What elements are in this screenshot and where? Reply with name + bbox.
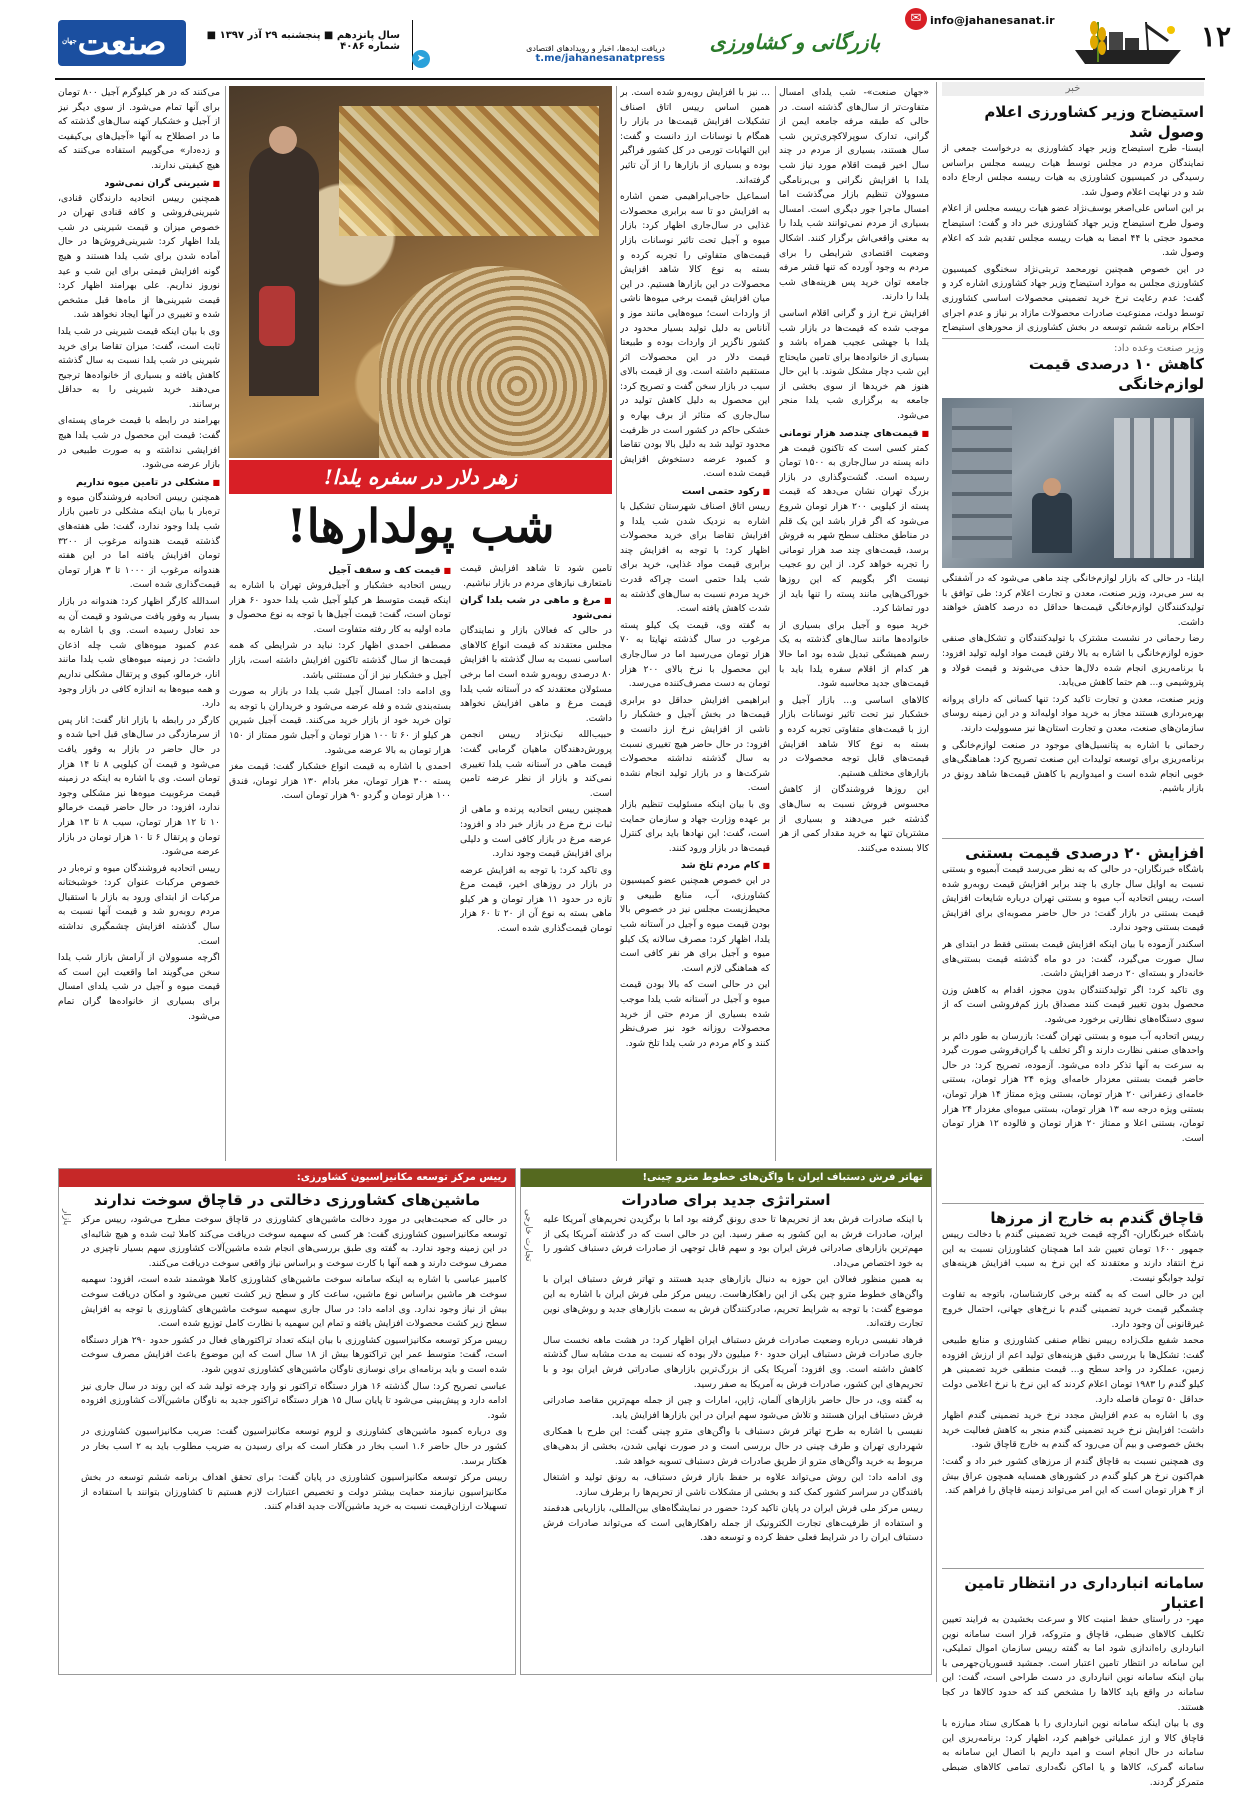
- paragraph: بر این اساس علی‌اصغر یوسف‌نژاد عضو هیات رییسه مجلس از اعلام وصول طرح استیضاح وزیر جهاد کشاورزی خبر داد و گفت: استیضاح محمود حجتی با ۴۴ امضا به هیات رییسه مجلس تقدیم شد که اعلام وصول شد.: [942, 203, 1204, 259]
- paragraph: عباسی تصریح کرد: سال گذشته ۱۶ هزار دستگاه تراکتور نو وارد چرخه تولید شد که این روند در سال جاری نیز ادامه دارد و پیش‌بینی می‌شود تا پایان سال ۱۵ هزار دستگاه تراکتور جدید به ناوگان ماشین‌آلات کشاورزی افزوده شود.: [81, 1380, 507, 1421]
- article-title: افزایش ۲۰ درصدی قیمت بستنی: [965, 844, 1204, 862]
- box-title: استراتژی جدید برای صادرات: [621, 1191, 831, 1209]
- paragraph: ابراهیمی افزایش حداقل دو برابری قیمت‌ها در بخش آجیل و خشکبار را ناشی از افزایش نرخ ارز دانست و افزود: در حال حاضر هیچ تغییری نسبت به سال گذشته نداشته محصولات شرکت‌ها و در بازار تولید انجام نشده است.: [620, 694, 770, 794]
- article-body: [942, 142, 1204, 334]
- header-rule: [55, 78, 1205, 80]
- paragraph: در حالی که فعالان بازار و نمایندگان مجلس معتقدند که قیمت انواع کالاهای اساسی نسبت به سال گذشته با افزایش ۸۰ درصدی روبه‌رو شده است اما برخی مسئولان معتقدند که در آستانه شب یلدا قیمت مرغ و ماهی افزایش نخواهد داشت.: [460, 625, 612, 724]
- subheading: ■ شیرینی گران نمی‌شود: [58, 176, 220, 191]
- paragraph: رییس اتحادیه خشکبار و آجیل‌فروش تهران با اشاره به اینکه قیمت متوسط هر کیلو آجیل شب یلدا حدود ۶۰ هزار تومان است، گفت: قیمت آجیل‌ها با توجه به نوع محصول و ماده اولیه به کار رفته متفاوت است.: [229, 580, 451, 635]
- paragraph: محمد شفیع ملک‌زاده رییس نظام صنفی کشاورزی و منابع طبیعی گفت: تشکل‌ها با بررسی دقیق هزینه‌های تولید اعم از ارزش افزوده زمین، عملکرد در واحد سطح و... قیمت منطقی خرید تضمینی هر کیلو گندم را ۱۹۸۳ تومان اعلام کردند که این نرخ با نرخ اعلامی دولت حداقل ۵۰ تومان فاصله دارد.: [942, 1335, 1204, 1405]
- box-tab: بازار: [61, 1209, 71, 1226]
- paragraph: کمتر کسی است که تاکنون قیمت هر دانه پسته در سال‌جاری به ۱۵۰۰ تومان رسیده است. گشت‌وگذاری در بازار بزرگ تهران نشان می‌دهد که قیمت پسته از کیلویی ۲۰۰ هزار تومان شروع می‌شود که اگر قرار باشد این یک قلم در مناطق مختلف سطح شهر به فروش برسد، قیمت‌های چند صد هزار تومانی را تجربه خواهد کرد. از این رو عجیب نیست اگر بگوییم که این روزها خوراکی‌هایی مانند پسته را تنها باید از دور تماشا کرد.: [779, 442, 929, 615]
- paragraph: کامبیز عباسی با اشاره به اینکه سامانه سوخت ماشین‌های کشاورزی کاملا هوشمند شده است، افزود: سهمیه سوخت هر ماشین براساس نوع ماشین، ساعت کار و سطح زیر کشت تعیین می‌شود و امکان دریافت سوخت بیش از نیاز وجود ندارد. وی ادامه داد: در سال جاری سهمیه سوخت ماشین‌های کشاورزی با توجه به افزایش سطح زیر کشت محصولات افزایش یافته و تمام این سهمیه با نظارت کامل توزیع شده است.: [81, 1274, 507, 1330]
- paragraph: فرهاد نفیسی درباره وضعیت صادرات فرش دستباف ایران اظهار کرد: در هشت ماهه نخست سال جاری صادرات فرش دستباف ایران حدود ۶۰ میلیون دلار بوده که نسبت به مدت مشابه سال گذشته کاهش داشته است. وی افزود: آمریکا یکی از بزرگ‌ترین بازارهای صادراتی فرش ایران بود و با تحریم‌های این کشور، صادرات فرش به آمریکا به صفر رسید.: [543, 1334, 923, 1390]
- paragraph: وی ادامه داد: امسال آجیل شب یلدا در بازار به صورت بسته‌بندی شده و فله عرضه می‌شود و خریداران با توجه به توان خرید خود از بازار خرید می‌کنند. قیمت آجیل شیرین هر کیلو از ۶۰ تا ۱۰۰ هزار تومان و آجیل شور ممتاز از ۱۵۰ هزار تومان به بالا عرضه می‌شود.: [229, 686, 451, 756]
- paragraph: در حالی که صحبت‌هایی در مورد دخالت ماشین‌های کشاورزی در قاچاق سوخت مطرح می‌شود، رییس مرکز توسعه مکانیزاسیون کشاورزی گفت: هر کسی که سهمیه سوخت دریافت می‌کند کاملا ثبت شده و هیچ شائبه‌ای در این زمینه وجود ندارد. به گفته وی طبق بررسی‌های انجام شده ماشین‌آلات کشاورزی سهم بسیار ناچیزی در مصرف سوخت دارند و همه آنها با کارت سوخت و براساس نیاز واقعی سوخت دریافت می‌کنند.: [81, 1214, 507, 1269]
- news-label: خبر: [942, 82, 1204, 96]
- feature-column-1: [779, 86, 929, 1161]
- paragraph: رییس اتحادیه فروشندگان میوه و تره‌بار در خصوص مرکبات عنوان کرد: خوشبختانه مرکبات از ابتدای ورود به بازار با استقبال مردم روبه‌رو شد و قیمت آنها نسبت به سال گذشته افزایش چشمگیری نداشته است.: [58, 862, 220, 947]
- paragraph: باشگاه خبرنگاران- اگرچه قیمت خرید تضمینی گندم با دخالت رییس جمهور ۱۶۰۰ تومان تعیین شد اما همچنان کشاورزان نسبت به این نرخ انتقاد دارند و معتقدند که این نرخ به سبب افزایش هزینه‌های تولید جوابگو نیست.: [942, 1229, 1204, 1284]
- paragraph: با اینکه صادرات فرش بعد از تحریم‌ها تا حدی رونق گرفته بود اما با برگزیدن تحریم‌های آمریکا علیه ایران، صادرات فرش به این کشور به صفر رسید. این در حالی است که در گذشته آمریکا یکی از مهم‌ترین بازارهای صادراتی فرش ایران بود و سهم قابل توجهی از صادرات فرش دستباف کشور را به خود اختصاص می‌داد.: [543, 1214, 923, 1269]
- paragraph: ایسنا- طرح استیضاح وزیر جهاد کشاورزی به درخواست جمعی از نمایندگان مردم در مجلس توسط هیات رییسه مجلس براساس رسیدگی در کمیسیون کشاورزی به هیات رییسه مجلس ارجاع داده شد و در نهایت اعلام وصول شد.: [942, 143, 1204, 198]
- paragraph: اسدالله کارگر اظهار کرد: هندوانه در بازار بسیار به وفور یافت می‌شود و قیمت آن به حد تعادل رسیده است. وی با اشاره به عدم کمبود میوه‌های شب چله اذعان داشت: در زمینه میوه‌های شب یلدا مانند انار، خرمالو، کیوی و پرتقال مشکلی نداریم و همه میوه‌ها به اندازه کافی در بازار وجود دارد.: [58, 596, 220, 710]
- paragraph: وزیر صنعت، معدن و تجارت تاکید کرد: تنها کسانی که دارای پروانه بهره‌برداری هستند مجاز به خرید مواد اولیه‌اند و در این زمینه روسای سازمان‌های صنعت، معدن و تجارت استان‌ها نیز مسوولیت دارند.: [942, 693, 1204, 734]
- article-appliance-prices: [942, 343, 1204, 834]
- paragraph: وی با بیان اینکه مسئولیت تنظیم بازار بر عهده وزارت جهاد و سازمان حمایت است، گفت: این نهادها باید برای کنترل قیمت‌ها در بازار ورود کنند.: [620, 798, 770, 854]
- paragraph: مصطفی احمدی اظهار کرد: نباید در شرایطی که همه قیمت‌ها از سال گذشته تاکنون افزایش داشته است، بازار آجیل و خشکبار نیز از آن مستثنی باشد.: [229, 640, 451, 681]
- feature-column-4: [229, 562, 451, 1162]
- paragraph: وی با بیان اینکه سامانه نوین انبارداری را با همکاری ستاد مبارزه با قاچاق کالا و ارز عملیاتی خواهیم کرد، اظهار کرد: برنامه‌ریزی این سامانه در حال انجام است و امید داریم با اتصال این سامانه به سامانه گمرک، کالاها و یا اماکن نگه‌داری تمامی کالاهای ضبطی متمرکز گردند.: [942, 1718, 1204, 1788]
- feature-headline: شب پولدارها!: [286, 499, 555, 553]
- paragraph: در این خصوص همچنین نورمحمد تربتی‌نژاد سخنگوی کمیسیون کشاورزی مجلس به موارد استیضاح وزیر جهاد کشاورزی اشاره کرد و گفت: عدم رعایت نرخ خرید تضمینی محصولات اساسی کشاورزی توسط دولت، ممنوعیت صادرات محصولات مازاد بر نیاز و عدم اجرای احکام برنامه ششم توسعه در بخش کشاورزی از محورهای استیضاح: [942, 263, 1204, 334]
- box-tab: تجارت خارجی: [523, 1209, 533, 1262]
- telegram-link[interactable]: t.me/jahanesanatpress: [535, 53, 665, 64]
- feature-column-2: [620, 86, 770, 1161]
- section-title: بازرگانی و کشاورزی: [709, 30, 881, 54]
- paragraph: به همین منظور فعالان این حوزه به دنبال بازارهای جدید هستند و تهاتر فرش دستباف ایران با واگن‌های خطوط مترو چین یکی از این راهکارهاست. رییس مرکز ملی فرش ایران با اشاره به این موضوع گفت: با توجه به شرایط تحریم، صادرکنندگان فرش به سمت بازارهای جدید و روش‌های نوین تجارت رفته‌اند.: [543, 1274, 923, 1330]
- divider: [942, 1568, 1204, 1569]
- paragraph: وی تاکید کرد: با توجه به افزایش عرضه در بازار در روزهای اخیر، قیمت مرغ تازه در حدود ۱۱ هزار تومان و هر کیلو ماهی بسته به نوع آن از ۲۰ تا ۶۰ هزار تومان قیمت‌گذاری شده است.: [460, 864, 612, 935]
- telegram-info: [420, 44, 665, 64]
- article-impeachment: [942, 102, 1204, 334]
- paragraph: باشگاه خبرنگاران- در حالی که به نظر می‌رسد قیمت آبمیوه و بستنی نسبت به اوایل سال جاری با چند برابر افزایش قیمت روبه‌رو شده است، رییس اتحادیه آب میوه و بستنی تهران درباره شایعات افزایش قیمت بستنی در بازار گفت: در حال حاضر مصوبه‌ای برای افزایش قیمت بستنی وجود ندارد.: [942, 864, 1204, 934]
- article-body: [942, 863, 1204, 1199]
- column-separator: [616, 86, 617, 1161]
- paragraph: رییس مرکز توسعه مکانیزاسیون کشاورزی در پایان گفت: برای تحقق اهداف برنامه ششم توسعه در بخش مکانیزاسیون نیازمند حمایت بیشتر دولت و تخصیص اعتبارات لازم هستیم تا کشاورزان بتوانند با استفاده از تسهیلات ارزان‌قیمت نسبت به خرید ماشین‌آلات جدید اقدام کنند.: [81, 1472, 507, 1513]
- article-wheat-smuggling: [942, 1208, 1204, 1564]
- email-address[interactable]: info@jahanesanat.ir: [930, 14, 1055, 27]
- nuts-market-photo: [229, 86, 612, 458]
- paragraph: همچنین رییس اتحادیه دارندگان قنادی، شیرینی‌فروشی و کافه قنادی تهران در خصوص میزان و قیمت شیرینی در شب یلدا اظهار کرد: شیرینی‌فروش‌ها در حال آماده شدن برای شب یلدا هستند و هیچ گونه افزایش قیمتی برای این شب و عید نوروز نداریم. علی بهرامند اظهار کرد: قیمت شیرینی‌ها از ماه‌ها قبل مشخص شده و تغییری در آنها ایجاد نخواهد شد.: [58, 192, 220, 321]
- subheading: ■ مرغ و ماهی در شب یلدا گران نمی‌شود: [460, 593, 612, 623]
- paragraph: رییس اتاق اصناف شهرستان تشکیل با اشاره به نزدیک شدن شب یلدا و افزایش تقاضا برای خرید محصولات اظهار کرد: با توجه به افزایش چند برابری قیمت مواد غذایی، خرید برای شب یلدا حتمی است چراکه قدرت خرید مردم نسبت به سال‌های گذشته به شدت کاهش یافته است.: [620, 501, 770, 615]
- article-kicker: وزیر صنعت وعده داد:: [1114, 343, 1204, 354]
- masthead: [0, 0, 1253, 80]
- paragraph: خرید میوه و آجیل برای بسیاری از خانواده‌ها مانند سال‌های گذشته به یک رسم همیشگی تبدیل شده بود اما حالا هر کدام از اقلام سفره یلدا باید با قیمت‌های جدید محاسبه شود.: [779, 619, 929, 690]
- wheat-icon: [1083, 14, 1113, 64]
- divider: [942, 1203, 1204, 1204]
- box-body: [543, 1213, 923, 1653]
- article-title: سامانه انبارداری در انتظار تامین اعتبار: [964, 1574, 1204, 1612]
- paragraph: کالاهای اساسی و... بازار آجیل و خشکبار نیز تحت تاثیر نوسانات بازار ارز با قیمت‌های متفاوتی تجربه کرده و بسته به نوع کالا شاهد افزایش قیمت‌های قابل توجه محصولات در بازارهای مختلف هستیم.: [779, 694, 929, 779]
- paragraph: بهرامند در رابطه با قیمت خرمای پسته‌ای گفت: قیمت این محصول در شب یلدا هیچ افزایشی نداشته و به صورت طبیعی در بازار عرضه می‌شود.: [58, 415, 220, 471]
- paragraph: می‌کنند که در هر کیلوگرم آجیل ۸۰۰ تومان برای آنها تمام می‌شود. از سوی دیگر نیز از آجیل و خشکبار کهنه سال‌های گذشته که ما در اصطلاح به آنها «آجیل‌های بی‌کیفیت و زده‌دار» می‌گوییم استفاده می‌کنند که هیچ کیفیتی ندارند.: [58, 87, 220, 171]
- bottom-box-carpet: [520, 1168, 932, 1675]
- mail-icon: ✉: [905, 8, 927, 30]
- article-body: [942, 1613, 1204, 1793]
- logo-text: صنعت: [77, 23, 167, 63]
- paragraph: به گفته وی، در حال حاضر بازارهای آلمان، ژاپن، امارات و چین از جمله مهم‌ترین مقاصد صادراتی فرش دستباف ایران هستند و تلاش می‌شود سهم ایران در این بازارها افزایش یابد.: [543, 1395, 923, 1421]
- paragraph: وی درباره کمبود ماشین‌های کشاورزی و لزوم توسعه مکانیزاسیون گفت: ضریب مکانیزاسیون کشاورزی در کشور در حال حاضر ۱.۶ اسب بخار در هکتار است که برای رسیدن به ضریب مطلوب باید به ۲ اسب بخار در هکتار برسد.: [81, 1426, 507, 1467]
- article-icecream: [942, 843, 1204, 1199]
- paragraph: این روزها فروشندگان از کاهش محسوس فروش نسبت به سال‌های گذشته خبر می‌دهند و بسیاری از مشتریان تنها به خرید مقدار کمی از هر کالا بسنده می‌کنند.: [779, 784, 929, 854]
- feature-column-3: [460, 562, 612, 1162]
- divider: [942, 338, 1204, 339]
- paragraph: وی همچنین نسبت به قاچاق گندم از مرزهای کشور خبر داد و گفت: هم‌اکنون نرخ هر کیلو گندم در کشورهای همسایه همچون عراق بیش از ۴ هزار تومان است که این امر می‌تواند زمینه قاچاق را فراهم کند.: [942, 1455, 1204, 1497]
- feature-banner: زهر دلار در سفره یلدا!: [229, 460, 612, 494]
- appliance-store-photo: [942, 398, 1204, 568]
- paragraph: وی تاکید کرد: اگر تولیدکنندگان بدون مجوز، اقدام به کاهش وزن محصول بدون تغییر قیمت کنند مصداق بارز کم‌فروشی است که از سوی دستگاه‌های نظارتی برخورد می‌شود.: [942, 984, 1204, 1025]
- paragraph: نفیسی با اشاره به طرح تهاتر فرش دستباف با واگن‌های مترو چینی گفت: این طرح با همکاری شهرداری تهران و طرف چینی در حال بررسی است و در صورت نهایی شدن، بخشی از بدهی‌های مربوط به خرید واگن‌های مترو از طریق صادرات فرش دستباف تسویه خواهد شد.: [543, 1426, 923, 1467]
- paragraph: ایلنا- در حالی که بازار لوازم‌خانگی چند ماهی می‌شود که در آشفتگی به سر می‌برد، وزیر صنعت، معدن و تجارت اعلام کرد: طی توافق با تولیدکنندگان لوازم‌خانگی قیمت‌ها حداقل ده درصد کاهش خواهند داشت.: [942, 573, 1204, 628]
- paragraph: ... نیز با افزایش روبه‌رو شده است. بر همین اساس رییس اتاق اصناف تشکیلات افزایش قیمت‌ها در بازار را همگام با نوسانات ارز دانست و گفت: این التهابات تورمی در کل کشور فراگیر بوده و بسیاری از بازارها را از آن تاثیر گرفته‌اند.: [620, 87, 770, 186]
- logo-subtext: جهان: [62, 36, 77, 45]
- subheading: ■ مشکلی در تامین میوه نداریم: [58, 475, 220, 490]
- paragraph: در این خصوص همچنین عضو کمیسیون کشاورزی، آب، منابع طبیعی و محیط‌زیست مجلس نیز در خصوص بالا بودن قیمت میوه و آجیل در آستانه شب یلدا، اظهار کرد: مصرف سالانه یک کیلو میوه و آجیل برای هر نفر کافی است که هماهنگی لازم است.: [620, 875, 770, 974]
- paragraph: اسماعیل حاجی‌ابراهیمی ضمن اشاره به افزایش دو تا سه برابری محصولات غذایی در سال‌جاری اظهار کرد: بازار میوه و آجیل تحت تاثیر نوسانات بازار قیمت‌های متفاوتی را تجربه کرده و بسته به نوع کالا شاهد افزایش محصولات در این بازارها هستیم. در این میان افزایش قیمت برخی میوه‌ها ناشی از واردات است؛ میوه‌هایی مانند موز و آناناس به دلیل تولید بسیار محدود در کشور ناگزیر از واردات بوده و طبیعتا قیمت دلار در این محصولات اثر مستقیم داشته است. وی از قیمت بالای سیب در بازار سخن گفت و تصریح کرد: این محصول به دلیل کاهش تولید در سال‌جاری که متاثر از برف بهاره و خشکی حاکم در کشور است در ظرفیت محدود تولید شد به دلیل بالا بودن تقاضا و کمبود عرضه دستخوش افزایش قیمت شده است.: [620, 191, 770, 480]
- box-title: ماشین‌های کشاورزی دخالتی در قاچاق سوخت ندارند: [93, 1191, 481, 1209]
- box-header: تهاتر فرش دستباف ایران با واگن‌های خطوط مترو چینی!: [521, 1169, 931, 1187]
- paragraph: رییس مرکز ملی فرش ایران در پایان تاکید کرد: حضور در نمایشگاه‌های بین‌المللی، بازاریابی هدفمند و استفاده از ظرفیت‌های تجارت الکترونیک از جمله راهکارهایی است که می‌تواند صادرات فرش دستباف ایران را در شرایط فعلی حفظ کرده و توسعه دهد.: [543, 1503, 923, 1544]
- newspaper-logo[interactable]: [58, 20, 186, 66]
- paragraph: «جهان صنعت»- شب یلدای امسال متفاوت‌تر از سال‌های گذشته است. در حالی که طبقه مرفه جامعه ایمن از گرانی، تدارک سوپرلاکچری‌ترین شب سال هستند، بسیاری از مردم در چند سال اخیر قیمت اقلام مورد نیاز شب یلدا با افزایش نگرانی و بی‌برنامگی مسوولان تنظیم بازار می‌گذشت اما امسال ماجرا جور دیگری است. امسال بسیاری از مردم نمی‌توانند شب یلدا را به معنی واقعی‌اش برگزار کنند. اشکال وضعیت اقتصادی شرایطی را برای مردم به وجود آورده که تنها قشر مرفه جامعه توان خرید پس هزینه‌های شب یلدا را دارند.: [779, 87, 929, 303]
- article-warehouse-system: [942, 1573, 1204, 1793]
- paragraph: افزایش نرخ ارز و گرانی اقلام اساسی موجب شده که قیمت‌ها در بازار شب یلدا با جهشی عجیب همراه باشد و بسیاری از خانواده‌ها برای تامین مایحتاج این شب دچار مشکل شوند. با این حال هنوز هم خریدها از سوی بخشی از جامعه به برگزاری شب یلدا منجر می‌شود.: [779, 307, 929, 422]
- paragraph: وی با اشاره به عدم افزایش مجدد نرخ خرید تضمینی گندم اظهار داشت: افزایش نرخ خرید تضمینی گندم منجر به کاهش فعالیت خرید بخش خصوصی و بیم آن می‌رود که گندم به خارج قاچاق شود.: [942, 1410, 1204, 1451]
- paragraph: اسکندر آزموده با بیان اینکه افزایش قیمت بستنی فقط در ابتدای هر سال صورت می‌گیرد، گفت: در دو ماه گذشته قیمت بستنی‌های خانه‌دار و بسته‌ای ۲۰ درصد افزایش داشت.: [942, 938, 1204, 980]
- paragraph: رضا رحمانی در نشست مشترک با تولیدکنندگان و تشکل‌های صنفی حوزه لوازم‌خانگی با اشاره به بالا رفتن قیمت مواد اولیه تولید افزود: با برنامه‌ریزی انجام شده دلال‌ها حذف می‌شوند و قیمت فولاد و پتروشیمی و... هم حتما کاهش می‌یابد.: [942, 633, 1204, 689]
- box-header: رییس مرکز توسعه مکانیزاسیون کشاورزی:: [59, 1169, 515, 1187]
- article-title: قاچاق گندم به خارج از مرزها: [990, 1209, 1204, 1227]
- box-body: [81, 1213, 507, 1653]
- paragraph: رحمانی با اشاره به پتانسیل‌های موجود در صنعت لوازم‌خانگی و برنامه‌ریزی برای توسعه تولیدات این صنعت تصریح کرد: هماهنگی‌های خوبی انجام شده است و امیدواریم با کاهش قیمت‌ها شاهد رونق در بازار باشیم.: [942, 739, 1204, 795]
- paragraph: همچنین رییس اتحادیه پرنده و ماهی از ثبات نرخ مرغ در بازار خبر داد و افزود: عرضه مرغ در بازار کافی است و دلیلی برای افزایش قیمت وجود ندارد.: [460, 804, 612, 860]
- paragraph: این در حالی است که به گفته برخی کارشناسان، باتوجه به تفاوت چشمگیر قیمت خرید تضمینی گندم با نرخ‌های جهانی، احتمال خروج غیرقانونی آن وجود دارد.: [942, 1289, 1204, 1330]
- paragraph: رییس اتحادیه آب میوه و بستنی تهران گفت: بازرسان به طور دائم بر واحدهای صنفی نظارت دارند و اگر تخلف یا گران‌فروشی صورت گیرد به سرعت به آنها تذکر داده می‌شود. آزموده، تصریح کرد: در حال حاضر قیمت بستنی معزدار خامه‌ای ویژه ۲۴ هزار تومان، بستنی خامه‌ای زعفرانی ۲۰ هزار تومان، بستنی ویژه ممتاز ۱۴ هزار تومان، بستنی ویژه درجه سه ۱۳ هزار تومان، بستنی میوه‌ای مغزدار ۲۴ هزار تومان، بستنی اعلا و ممتاز ۲۰ هزار تومان و فالوده ۱۲ هزار تومان است.: [942, 1030, 1204, 1144]
- subheading: ■ کام مردم تلخ شد: [620, 858, 770, 873]
- column-separator: [775, 86, 776, 1161]
- paragraph: رییس مرکز توسعه مکانیزاسیون کشاورزی با بیان اینکه تعداد تراکتورهای فعال در کشور حدود ۲۹۰ هزار دستگاه است، گفت: متوسط عمر این تراکتورها بیش از ۱۸ سال است که این موضوع باعث افزایش مصرف سوخت شده است و باید برنامه‌ای برای نوسازی ناوگان ماشین‌های کشاورزی تدوین شود.: [81, 1334, 507, 1375]
- article-title: استیضاح وزیر کشاورزی اعلام وصول شد: [984, 103, 1204, 141]
- issue-line: سال پانزدهم ■ پنجشنبه ۲۹ آذر ۱۳۹۷ ■ شماره ۴۰۸۶: [206, 30, 400, 52]
- paragraph: اگرچه مسوولان از آرامش بازار شب یلدا سخن می‌گویند اما واقعیت این است که قیمت میوه و آجیل در شب یلدای امسال برای بسیاری از خانواده‌ها گران تمام می‌شود.: [58, 952, 220, 1022]
- paragraph: این در حالی است که بالا بودن قیمت میوه و آجیل در آستانه شب یلدا موجب شده بسیاری از مردم حتی از خرید محصولات روزانه خود نیز صرف‌نظر کنند و کام مردم در شب یلدا تلخ شود.: [620, 979, 770, 1049]
- subheading: ■ رکود حتمی است: [620, 484, 770, 499]
- column-separator: [936, 82, 937, 1682]
- article-body: [942, 572, 1204, 834]
- bottom-box-machinery: [58, 1168, 516, 1675]
- paragraph: مهر- در راستای حفظ امنیت کالا و سرعت بخشیدن به فرایند تعیین تکلیف کالاهای ضبطی، قاچاق و متروکه، قرار است سامانه نوین انبارداری راه‌اندازی شود اما به گفته رییس سازمان اموال تملیکی، این سامانه در انتظار تامین اعتبار است. جمشید قسوریان‌جهرمی با بیان اینکه سامانه نوین انبارداری در دست طراحی است، گفت: این سامانه در واقع باید کالاها را مشخص کند که حدود کالاها در کجا هستند.: [942, 1614, 1204, 1713]
- right-column: [942, 82, 1204, 1788]
- column-separator: [225, 86, 226, 1161]
- article-body: [942, 1228, 1204, 1564]
- paragraph: به گفته وی، قیمت یک کیلو پسته مرغوب در سال گذشته نهایتا به ۷۰ هزار تومان می‌رسید اما در سال‌جاری این محصول با نرخ بالای ۲۰۰ هزار تومان به دست مصرف‌کننده می‌رسد.: [620, 619, 770, 690]
- divider: [942, 838, 1204, 839]
- subheading: ■ قیمت‌های چندصد هزار تومانی: [779, 426, 929, 441]
- telegram-icon[interactable]: ➤: [412, 50, 430, 68]
- feature-column-5: [58, 86, 220, 1161]
- page-number: ۱۲: [1200, 20, 1231, 53]
- article-title: کاهش ۱۰ درصدی قیمت لوازم‌خانگی: [1028, 355, 1204, 393]
- paragraph: احمدی با اشاره به قیمت انواع خشکبار گفت: قیمت مغز پسته ۳۰۰ هزار تومان، مغز بادام ۱۳۰ هزار تومان، فندق ۱۰۰ هزار تومان و گردو ۹۰ هزار تومان است.: [229, 761, 451, 802]
- paragraph: حبیب‌الله نیک‌نژاد رییس انجمن پرورش‌دهندگان ماهیان گرمابی گفت: قیمت ماهی در آستانه شب یلدا تغییری نمی‌کند و بازار از نظر عرضه تامین است.: [460, 729, 612, 799]
- paragraph: تامین شود تا شاهد افزایش قیمت نامتعارف نیازهای مردم در بازار نباشیم.: [460, 563, 612, 589]
- paragraph: وی ادامه داد: این روش می‌تواند علاوه بر حفظ بازار فرش دستباف، به رونق تولید و اشتغال بافندگان در سراسر کشور کمک کند و بخشی از مشکلات ناشی از تحریم‌ها را برطرف سازد.: [543, 1472, 923, 1498]
- paragraph: همچنین رییس اتحادیه فروشندگان میوه و تره‌بار با بیان اینکه مشکلی در تامین بازار شب یلدا وجود ندارد، گفت: طی هفته‌های گذشته قیمت هندوانه مرغوب از ۳۲۰۰ تومان افزایش یافته اما در این هفته هندوانه مرغوب از ۱۰۰۰ تا ۳ هزار تومان قیمت‌گذاری شده است.: [58, 491, 220, 591]
- telegram-text: دریافت ایده‌ها، اخبار و رویدادهای اقتصادی: [526, 44, 665, 53]
- paragraph: وی با بیان اینکه قیمت شیرینی در شب یلدا ثابت است، گفت: میزان تقاضا برای خرید شیرینی در شب یلدا نسبت به سال گذشته کاهش یافته و بسیاری از خانواده‌ها ترجیح می‌دهند خرید شیرینی را به حداقل برسانند.: [58, 325, 220, 410]
- subheading: ■ قیمت کف و سقف آجیل: [229, 563, 451, 578]
- paragraph: کارگر در رابطه با بازار انار گفت: انار پس از سرمازدگی در سال‌های قبل احیا شده و در حال حاضر در بازار به وفور یافت می‌شود و قیمت آن کیلویی ۸ تا ۱۴ هزار تومان است. وی با اشاره به اینکه در زمینه قیمت مرغوبیت میوه‌ها نیز مشکلی وجود ندارد، افزود: در حال حاضر قیمت خرمالو ۱۰ تا ۱۲ هزار تومان، سیب ۸ تا ۱۳ هزار تومان و پرتقال ۶ تا ۱۰ هزار تومان در بازار عرضه می‌شود.: [58, 714, 220, 858]
